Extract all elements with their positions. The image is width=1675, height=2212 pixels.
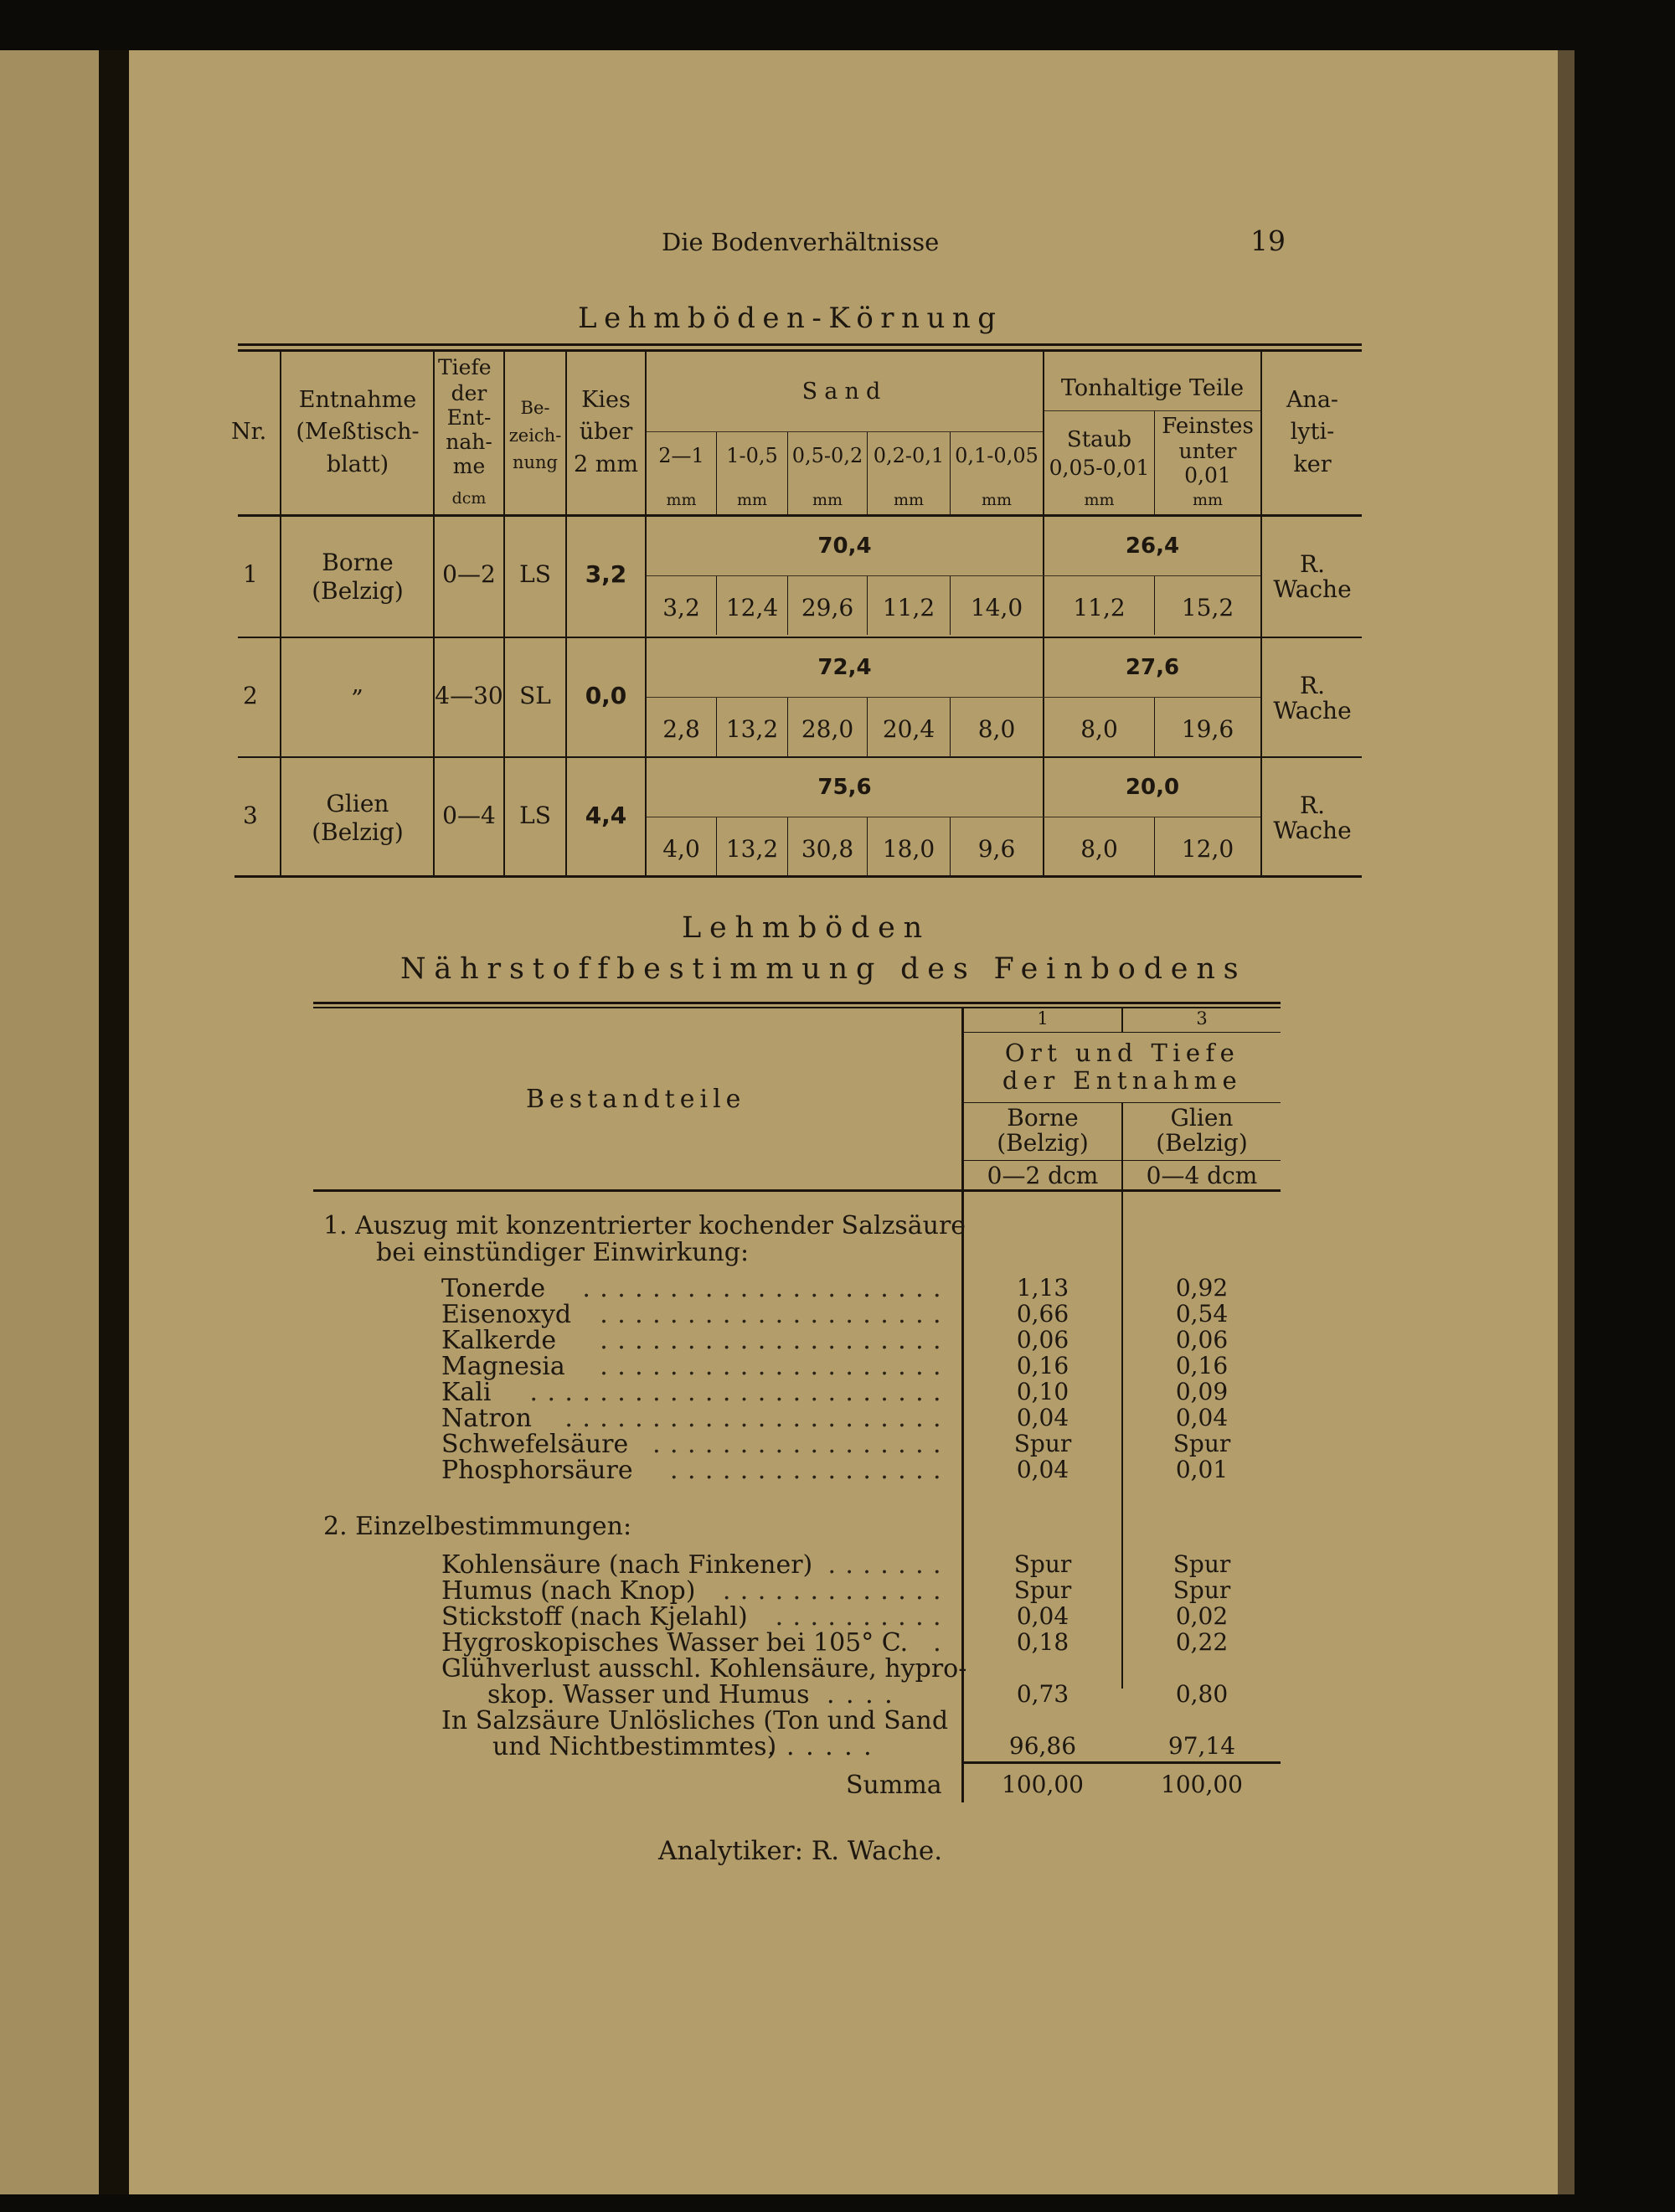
section1-heading-1: 1. Auszug mit konzentrierter kochender Salzsäure xyxy=(323,1211,966,1240)
summa-label: Summa xyxy=(846,1771,942,1800)
fein-header-2: unter xyxy=(1178,439,1237,463)
running-header: Die Bodenverhältnisse xyxy=(662,228,940,256)
sand-unit-3: mm xyxy=(812,491,843,509)
value-site-1: 0,06 xyxy=(1016,1326,1069,1353)
kies-header-1: Kies xyxy=(581,387,631,413)
site1-name: Borne xyxy=(1007,1104,1079,1132)
entnahme-header-2: (Meßtisch- xyxy=(296,419,420,445)
fein-header-1: Feinstes xyxy=(1162,414,1254,439)
row-ton-total: 26,4 xyxy=(1125,534,1180,559)
row-feinstes: 19,6 xyxy=(1181,715,1234,743)
staub-header-2: 0,05-0,01 xyxy=(1049,456,1150,480)
row-sand-value: 11,2 xyxy=(882,594,935,621)
site1-kreis: (Belzig) xyxy=(997,1129,1089,1157)
table1-bottom-rule xyxy=(234,875,1362,878)
bez-header-3: nung xyxy=(512,452,559,472)
row-sand-value: 4,0 xyxy=(662,835,700,863)
table1-col-rule xyxy=(280,352,281,875)
row-sand-total: 70,4 xyxy=(817,534,872,559)
value-site-3: Spur xyxy=(1172,1576,1231,1604)
section2-heading: 2. Einzelbestimmungen: xyxy=(323,1512,632,1541)
sand-col-header-1: 2—1 xyxy=(658,444,704,467)
table1-top-rule xyxy=(238,343,1362,346)
ort-header-2: der Entnahme xyxy=(1002,1066,1243,1095)
leader-dots: .................... xyxy=(600,1326,951,1355)
value-site-3: 0,22 xyxy=(1175,1628,1229,1656)
sand-subheader-rule xyxy=(647,431,1043,432)
row-kies: 4,4 xyxy=(585,802,627,829)
staub-header-1: Staub xyxy=(1066,427,1132,452)
row-tiefe: 4—30 xyxy=(435,682,503,709)
value-site-1: Spur xyxy=(1013,1550,1072,1578)
row-sand-value: 3,2 xyxy=(662,594,700,621)
unloesliches-v3: 97,14 xyxy=(1167,1732,1236,1760)
row-nr: 2 xyxy=(243,682,258,709)
value-site-1: 0,04 xyxy=(1016,1456,1069,1483)
value-site-1: 0,04 xyxy=(1016,1602,1069,1630)
value-site-1: 0,18 xyxy=(1016,1628,1069,1656)
row-kies: 0,0 xyxy=(585,682,627,709)
value-site-1: 0,66 xyxy=(1016,1300,1069,1328)
leader-dots: ................. xyxy=(652,1430,951,1459)
value-site-3: 0,01 xyxy=(1175,1456,1229,1483)
row-ort-1: „ xyxy=(351,670,364,698)
row-subdivision-rule xyxy=(647,575,1260,576)
leader-dots: ...................... xyxy=(564,1404,951,1433)
row-sand-value: 14,0 xyxy=(970,594,1023,621)
row-sand-divider xyxy=(867,698,868,756)
row-subdivision-rule xyxy=(647,697,1260,698)
leader-dots: ........................ xyxy=(529,1378,951,1407)
row-sand-divider xyxy=(950,576,951,635)
analytiker-footer: Analytiker: R. Wache. xyxy=(658,1836,943,1866)
leader-dots: ....... xyxy=(827,1550,951,1580)
sand-header: Sand xyxy=(801,379,888,405)
bestandteil-label: Natron xyxy=(441,1404,532,1433)
gluhverlust-label-1: Glühverlust ausschl. Kohlensäure, hypro- xyxy=(441,1654,967,1683)
tiefe-header-3: Ent- xyxy=(446,405,492,430)
table2-title-1: Lehmböden xyxy=(682,911,931,945)
sand-col-header-5: 0,1-0,05 xyxy=(955,444,1038,467)
page-number: 19 xyxy=(1250,224,1286,257)
table2-header-rule xyxy=(313,1189,1281,1192)
row-sand-value: 9,6 xyxy=(977,835,1016,863)
value-site-3: Spur xyxy=(1172,1550,1231,1578)
row-feinstes: 12,0 xyxy=(1181,835,1234,863)
left-page-edge xyxy=(0,50,99,2194)
kies-header-2: über xyxy=(579,419,633,445)
row-ort-1: Glien xyxy=(326,790,389,817)
leader-dots: .......... xyxy=(775,1602,951,1632)
bestandteil-label: Magnesia xyxy=(441,1352,565,1381)
row-nr: 1 xyxy=(243,560,258,588)
bestandteil-label: Phosphorsäure xyxy=(441,1456,633,1485)
tiefe-unit: dcm xyxy=(451,489,487,508)
row-sand-value: 2,8 xyxy=(662,715,700,743)
bez-header-2: zeich- xyxy=(508,425,562,446)
gluhverlust-v3: 0,80 xyxy=(1175,1680,1229,1708)
value-site-1: Spur xyxy=(1013,1576,1072,1604)
row-ort-2: (Belzig) xyxy=(312,577,404,605)
row-sand-value: 13,2 xyxy=(725,715,779,743)
value-site-1: 0,04 xyxy=(1016,1404,1069,1431)
summa-rule xyxy=(961,1761,1281,1764)
gluhverlust-dots: .... xyxy=(827,1680,904,1709)
tiefe-header-2: der xyxy=(451,381,487,405)
row-nr: 3 xyxy=(243,802,258,829)
ort-header-1: Ort und Tiefe xyxy=(1004,1039,1240,1067)
row-bezeichnung: LS xyxy=(519,802,551,829)
site3-depth: 0—4 dcm xyxy=(1146,1162,1258,1189)
bestandteil-label: Kalkerde xyxy=(441,1326,557,1355)
bestandteil-label: Humus (nach Knop) xyxy=(441,1576,696,1606)
row-sand-divider xyxy=(787,576,788,635)
sand-unit-5: mm xyxy=(981,491,1013,509)
section1-heading-2: bei einstündiger Einwirkung: xyxy=(376,1238,750,1267)
colnum-1: 1 xyxy=(1037,1008,1049,1029)
unloesliches-dots: ...... xyxy=(767,1732,884,1761)
value-site-3: 0,02 xyxy=(1175,1602,1229,1630)
leader-dots: .................... xyxy=(600,1300,951,1329)
entnahme-header-3: blatt) xyxy=(326,451,389,477)
fein-unit: mm xyxy=(1192,491,1224,509)
bestandteil-label: Stickstoff (nach Kjelahl) xyxy=(441,1602,748,1632)
table1-row-rule-2 xyxy=(238,756,1362,758)
row-sand-divider xyxy=(950,698,951,756)
value-site-1: 0,16 xyxy=(1016,1352,1069,1379)
value-site-3: 0,09 xyxy=(1175,1378,1229,1405)
gluhverlust-v1: 0,73 xyxy=(1016,1680,1069,1708)
row-tiefe: 0—4 xyxy=(442,802,496,829)
row-analytiker-2: Wache xyxy=(1273,575,1352,603)
gluhverlust-label-2: skop. Wasser und Humus xyxy=(487,1680,810,1709)
row-sand-divider xyxy=(950,817,951,876)
table1-row-rule-1 xyxy=(238,637,1362,638)
ana-header-1: Ana- xyxy=(1286,387,1339,413)
row-tiefe: 0—2 xyxy=(442,560,496,588)
site3-name: Glien xyxy=(1170,1104,1234,1132)
leader-dots: . xyxy=(933,1628,951,1658)
staub-unit: mm xyxy=(1084,491,1115,509)
row-sand-value: 8,0 xyxy=(977,715,1016,743)
row-staub: 8,0 xyxy=(1080,715,1118,743)
table2-title-2: Nährstoffbestimmung des Feinbodens xyxy=(400,952,1247,986)
sand-col-header-2: 1-0,5 xyxy=(726,444,778,467)
tiefe-header-4: nah- xyxy=(446,430,492,454)
row-sand-value: 12,4 xyxy=(725,594,779,621)
row-sand-divider xyxy=(867,576,868,635)
bestandteil-label: Kali xyxy=(441,1378,492,1407)
book-gutter xyxy=(99,50,129,2194)
row-analytiker-2: Wache xyxy=(1273,697,1352,724)
site3-kreis: (Belzig) xyxy=(1156,1129,1248,1157)
table2-top-rule xyxy=(313,1002,1281,1004)
entnahme-header-1: Entnahme xyxy=(298,387,417,413)
value-site-1: 0,10 xyxy=(1016,1378,1069,1405)
sand-col-header-4: 0,2-0,1 xyxy=(873,444,945,467)
row-sand-divider xyxy=(787,698,788,756)
bestandteil-label: Hygroskopisches Wasser bei 105° C. xyxy=(441,1628,909,1658)
row-ort-2: (Belzig) xyxy=(312,818,404,846)
row-analytiker-2: Wache xyxy=(1273,817,1352,844)
colnum-rule xyxy=(961,1032,1281,1033)
site1-depth: 0—2 dcm xyxy=(987,1162,1099,1189)
value-site-3: 0,06 xyxy=(1175,1326,1229,1353)
bestandteil-label: Eisenoxyd xyxy=(441,1300,572,1329)
fein-header-3: 0,01 xyxy=(1184,463,1231,487)
ton-subheader-rule xyxy=(1044,410,1260,411)
value-site-3: Spur xyxy=(1172,1430,1231,1457)
row-sand-total: 72,4 xyxy=(817,655,872,680)
leader-dots: ..................... xyxy=(582,1274,951,1303)
row-sand-divider xyxy=(867,817,868,876)
row-sand-value: 28,0 xyxy=(801,715,854,743)
row-sand-divider xyxy=(716,576,717,635)
row-ton-divider xyxy=(1154,576,1155,635)
row-sand-divider xyxy=(787,817,788,876)
ton-header: Tonhaltige Teile xyxy=(1060,375,1245,401)
sand-unit-1: mm xyxy=(666,491,697,509)
row-ton-total: 20,0 xyxy=(1125,775,1180,800)
bestandteile-header: Bestandteile xyxy=(526,1085,746,1114)
row-feinstes: 15,2 xyxy=(1181,594,1234,621)
row-analytiker-1: R. xyxy=(1300,550,1325,578)
summa-v3: 100,00 xyxy=(1161,1771,1243,1798)
row-kies: 3,2 xyxy=(585,560,627,588)
row-ton-divider xyxy=(1154,698,1155,756)
bez-header-1: Be- xyxy=(520,398,550,418)
value-site-3: 0,92 xyxy=(1175,1274,1229,1302)
value-site-1: 1,13 xyxy=(1016,1274,1069,1302)
table1-top-rule-2 xyxy=(238,349,1362,352)
row-ort-1: Borne xyxy=(322,549,394,576)
nr-header: Nr. xyxy=(231,419,267,445)
leader-dots: .................... xyxy=(600,1352,951,1381)
table1-title: Lehmböden-Körnung xyxy=(578,302,1003,335)
row-analytiker-1: R. xyxy=(1300,791,1325,819)
bestandteil-label: Tonerde xyxy=(441,1274,546,1303)
sand-unit-2: mm xyxy=(736,491,768,509)
table1-header-rule xyxy=(238,514,1362,517)
unloesliches-label-2: und Nichtbestimmtes) xyxy=(492,1732,777,1761)
sand-unit-4: mm xyxy=(893,491,925,509)
row-sand-value: 30,8 xyxy=(801,835,854,863)
book-page xyxy=(129,50,1558,2194)
row-sand-total: 75,6 xyxy=(817,775,872,800)
value-site-1: Spur xyxy=(1013,1430,1072,1457)
value-site-3: 0,16 xyxy=(1175,1352,1229,1379)
leader-dots: ................ xyxy=(670,1456,951,1485)
bestandteil-label: Kohlensäure (nach Finkener) xyxy=(441,1550,813,1580)
row-bezeichnung: SL xyxy=(519,682,551,709)
bestandteil-label: Schwefelsäure xyxy=(441,1430,629,1459)
row-bezeichnung: LS xyxy=(519,560,551,588)
row-sand-value: 13,2 xyxy=(725,835,779,863)
row-analytiker-1: R. xyxy=(1300,672,1325,699)
leader-dots: ............. xyxy=(722,1576,951,1606)
row-sand-divider xyxy=(716,817,717,876)
value-site-3: 0,04 xyxy=(1175,1404,1229,1431)
unloesliches-v1: 96,86 xyxy=(1008,1732,1077,1760)
summa-v1: 100,00 xyxy=(1002,1771,1084,1798)
row-sand-value: 20,4 xyxy=(882,715,935,743)
row-sand-value: 29,6 xyxy=(801,594,854,621)
colnum-3: 3 xyxy=(1196,1008,1208,1029)
row-sand-divider xyxy=(716,698,717,756)
row-ton-divider xyxy=(1154,817,1155,876)
tiefe-header-5: me xyxy=(452,454,486,478)
row-ton-total: 27,6 xyxy=(1125,655,1180,680)
ana-header-3: ker xyxy=(1293,451,1332,477)
value-site-3: 0,54 xyxy=(1175,1300,1229,1328)
sand-col-header-3: 0,5-0,2 xyxy=(791,444,863,467)
ana-header-2: lyti- xyxy=(1290,419,1335,445)
page-edge xyxy=(1558,50,1574,2194)
row-staub: 11,2 xyxy=(1073,594,1126,621)
row-sand-value: 18,0 xyxy=(882,835,935,863)
tiefe-header-1: Tiefe xyxy=(438,355,492,379)
kies-header-3: 2 mm xyxy=(574,451,638,477)
row-staub: 8,0 xyxy=(1080,835,1118,863)
unloesliches-label-1: In Salzsäure Unlösliches (Ton und Sand xyxy=(441,1706,949,1735)
